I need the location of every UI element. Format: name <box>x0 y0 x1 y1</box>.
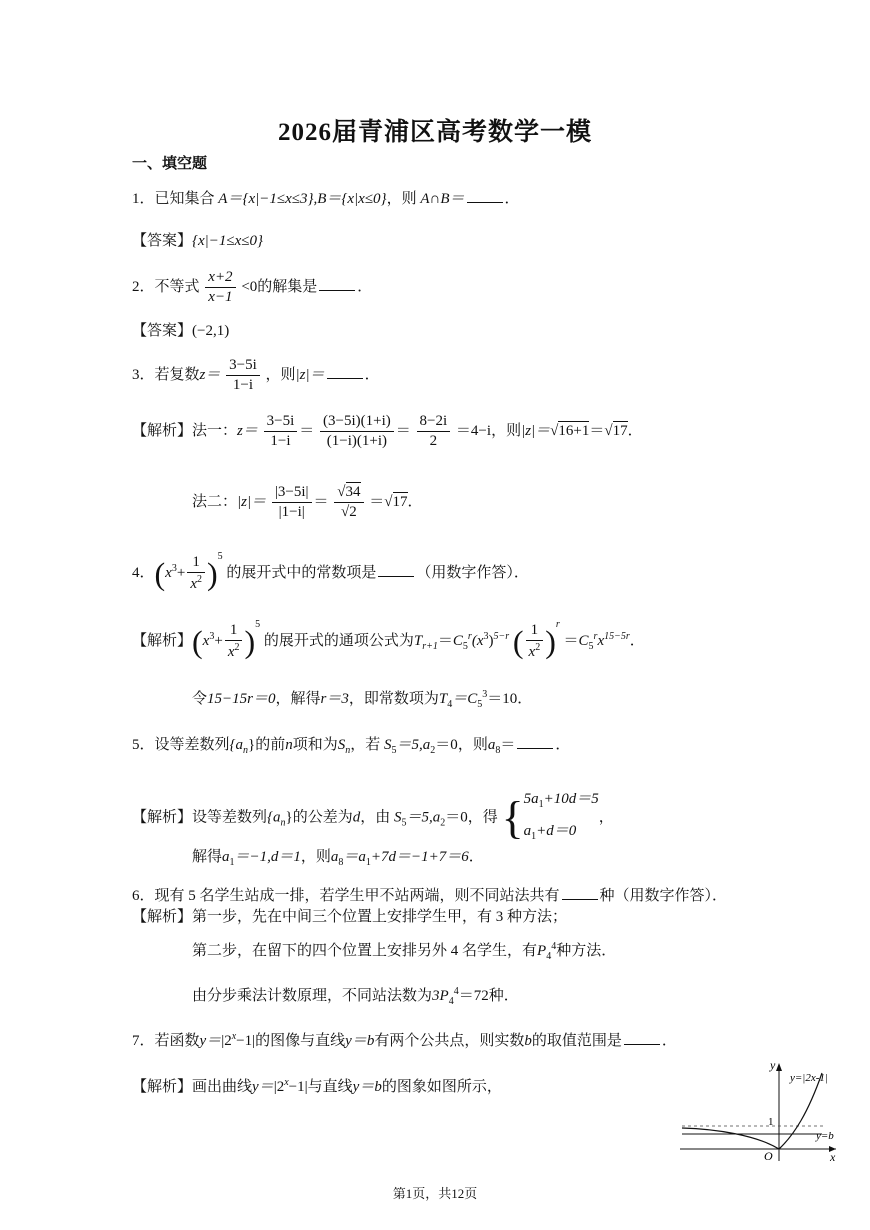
question-7: 7．若函数$y=|2^x-1|$的图像与直线y＝b有两个公共点，则实数b的取值范围是 ． <box>132 1031 677 1049</box>
one-label: 1 <box>768 1116 774 1128</box>
analysis-6-step-3: 由分步乘法计数原理，不同站法数为$3P_4^4=72$种． <box>192 986 519 1007</box>
answer-2: 【答案】(−2,1) <box>132 323 230 339</box>
analysis-6-step-2: 第二步，在留下的四个位置上安排另外 4 名学生，有$P_4^4$种方法． <box>192 941 617 962</box>
curve <box>682 1073 822 1149</box>
section-heading: 一、填空题 <box>132 156 208 172</box>
question-2: 2．不等式 $\frac{x+2}{x-1}$ <0的解集是 ． <box>132 269 373 305</box>
question-4: 4．($x^3+$ $\frac{1}{x^2}$ )$^5$ 的展开式中的常数项是 （用数字作答）． <box>132 551 529 593</box>
page-footer: 第1页，共12页 <box>392 1186 478 1201</box>
analysis-4-line-2: 令15−15r＝0，解得r＝3，即常数项为$T_4=C_5^3=10$． <box>192 689 533 710</box>
analysis-5: 【解析】设等差数列$\{a_n\}$的公差为d，由 $S_5=5,a_2=0$，得 { $5a_1+10d=5$ $a_1+d=0$ ， <box>132 791 614 843</box>
origin-label: O <box>764 1149 773 1163</box>
question-6: 6．现有 5 名学生站成一排，若学生甲不站两端，则不同站法共有 种（用数字作答）． <box>132 888 728 904</box>
page-title: 2026届青浦区高考数学一模 <box>277 119 592 146</box>
analysis-4: 【解析】($x^3+$ $\frac{1}{x^2}$ )$^5$ 的展开式的通项公式为$T_{r+1}=C_5^r(x^3)^{5-r}$ ( $\frac{1}{x^2}$ )$^r =C_5^rx^{15-5r}$． <box>132 619 645 661</box>
x-axis-label: x <box>830 1150 836 1164</box>
question-5: 5．设等差数列$\{a_n\}$的前n项和为$S_n$，若 $S_5=5,a_2=0$，则$a_8=$ ． <box>132 737 571 756</box>
question-1: 1．已知集合 A＝{x|−1≤x≤3},B＝{x|x≤0}，则 A∩B＝ ． <box>132 191 520 207</box>
answer-blank <box>467 190 503 203</box>
curve-label: y=|2x-1| <box>790 1072 828 1084</box>
y-axis-arrow <box>776 1063 782 1071</box>
answer-1: 【答案】{x|−1≤x≤0} <box>132 233 264 249</box>
analysis-6-step-1: 【解析】第一步，先在中间三个位置上安排学生甲，有 3 种方法； <box>132 909 568 925</box>
analysis-3-method-1: 【解析】法一：z＝ $\frac{3-5i}{1-i}$ ＝ $\frac{(3-5i)(1+i)}{(1-i)(1+i)}$ ＝ $\frac{8-2i}{2}$ ＝4−i，则|z|＝√16+1＝√17． <box>132 413 643 449</box>
analysis-5-line-2: 解得$a_1=-1,d=1$，则$a_8=a_1+7d=-1+7=6$． <box>192 849 484 868</box>
y-axis-label: y <box>770 1058 776 1072</box>
analysis-3-method-2: 法二：|z|＝ $\frac{|3-5i|}{|1-i|}$ ＝ $\frac{√34}{√2}$ ＝√17． <box>192 484 423 520</box>
question-3: 3．若复数z＝ $\frac{3-5i}{1-i}$ ，则|z|＝ ． <box>132 357 380 393</box>
analysis-7: 【解析】画出曲线$y=|2^x-1|$与直线y＝b的图象如图所示， <box>132 1077 502 1095</box>
function-graph <box>676 1055 846 1165</box>
line-label: y=b <box>816 1130 834 1142</box>
